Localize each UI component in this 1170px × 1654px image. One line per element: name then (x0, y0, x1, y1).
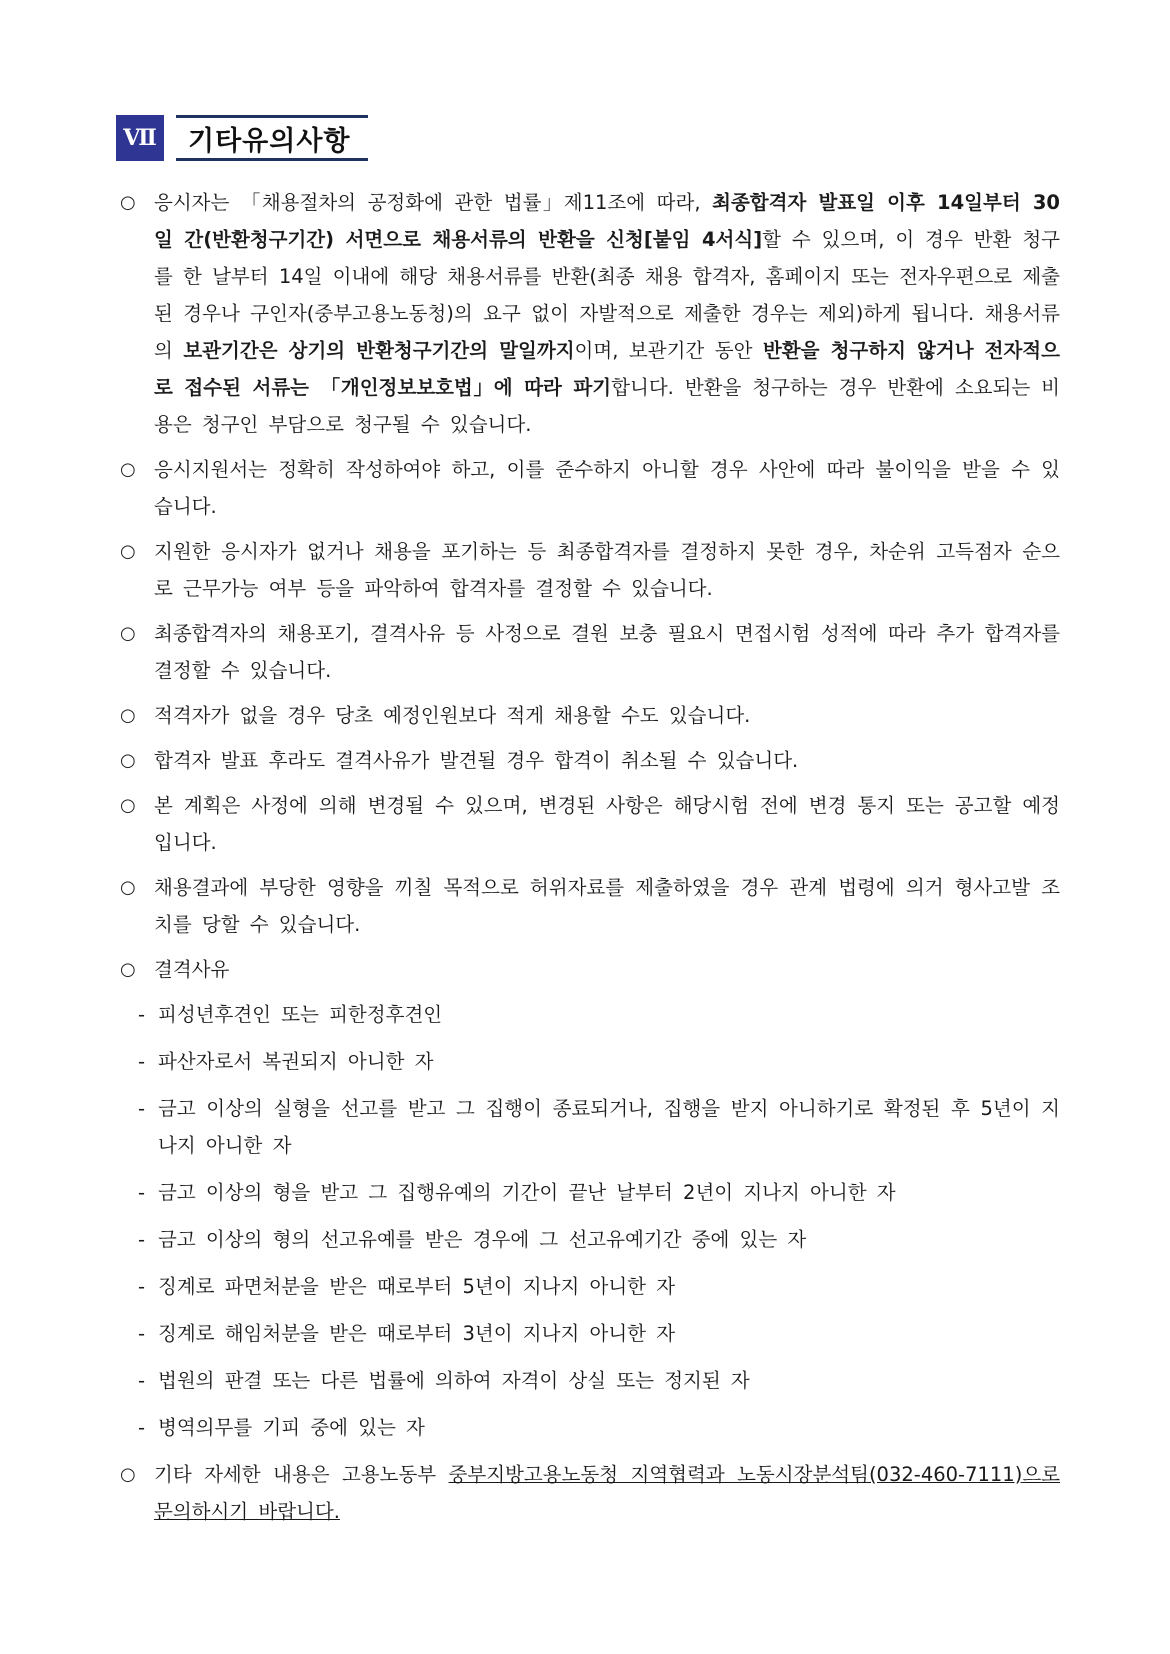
notice-item (120, 951, 1060, 988)
disqualification-item: - 징계로 해임처분을 받은 때로부터 3년이 지나지 아니한 자 (120, 1315, 1060, 1352)
dash-bullet-icon: - (138, 1416, 146, 1439)
notice-text: 최종합격자의 채용포기, 결격사유 등 사정으로 결원 보충 필요시 면접시험 성적에 따라 추가 합격자를 결정할 수 있습니다. (154, 622, 1060, 682)
disqualification-item: - 병역의무를 기피 중에 있는 자 (120, 1409, 1060, 1446)
notice-text: 채용결과에 부당한 영향을 끼칠 목적으로 허위자료를 제출하였을 경우 관계 법령에 의거 형사고발 조치를 당할 수 있습니다. (154, 876, 1060, 936)
disqualification-item: - 금고 이상의 실형을 선고를 받고 그 집행이 종료되거나, 집행을 받지 아니하기로 확정된 후 5년이 지나지 아니한 자 (120, 1090, 1060, 1164)
circle-bullet-icon: ○ (120, 705, 136, 726)
disqualification-item: - 피성년후견인 또는 피한정후견인 (120, 996, 1060, 1033)
dash-bullet-icon: - (138, 1369, 146, 1392)
dash-bullet-icon: - (138, 1097, 146, 1120)
circle-bullet-icon: ○ (120, 192, 136, 213)
notice-text: 합격자 발표 후라도 결격사유가 발견될 경우 합격이 취소될 수 있습니다. (154, 749, 799, 772)
circle-bullet-icon: ○ (120, 877, 136, 898)
disqualification-item: - 파산자로서 복권되지 아니한 자 (120, 1043, 1060, 1080)
notice-text: 적격자가 없을 경우 당초 예정인원보다 적게 채용할 수도 있습니다. (154, 704, 751, 727)
notice-item (120, 697, 1060, 734)
notice-item (120, 533, 1060, 607)
section-title-box (176, 115, 368, 161)
contact-item (120, 1456, 1060, 1530)
notice-item (120, 787, 1060, 861)
section-title: 기타유의사항 (188, 125, 351, 157)
dash-bullet-icon: - (138, 1228, 146, 1251)
dash-bullet-icon: - (138, 1003, 146, 1026)
circle-bullet-icon: ○ (120, 541, 136, 562)
dash-bullet-icon: - (138, 1275, 146, 1298)
circle-bullet-icon: ○ (120, 959, 136, 980)
dash-bullet-icon: - (138, 1050, 146, 1073)
notice-text: 지원한 응시자가 없거나 채용을 포기하는 등 최종합격자를 결정하지 못한 경우, 차순위 고득점자 순으로 근무가능 여부 등을 파악하여 합격자를 결정할 수 있습니다. (154, 540, 1060, 600)
notice-item (120, 184, 1060, 443)
notice-text: 본 계획은 사정에 의해 변경될 수 있으며, 변경된 사항은 해당시험 전에 변경 통지 또는 공고할 예정입니다. (154, 794, 1060, 854)
circle-bullet-icon: ○ (120, 750, 136, 771)
contact-department: 중부지방고용노동청 지역협력과 노동시장분석팀(032-460-7111) (448, 1463, 1023, 1486)
notice-text: 응시자는 「채용절차의 공정화에 관한 법률」제11조에 따라, 최종합격자 발표일 이후 14일부터 30일 간(반환청구기간) 서면으로 채용서류의 반환을 신청[붙임 4서식]할 수 있으며, 이 경우 반환 청구를 한 날부터 14일 이내에 해당 채용서류를 반환(최종 채용 합격자, 홈페이지 또는 전자우편으로 제출된 경우나 구인자(중부고용노동청)의 요구 없이 자발적으로 제출한 경우는 제외)하게 됩니다. 채용서류의 보관기간은 상기의 반환청구기간의 말일까지이며, 보관기간 동안 반환을 청구하지 않거나 전자적으로 접수된 서류는 「개인정보보호법」에 따라 파기합니다. 반환을 청구하는 경우 반환에 소요되는 비용은 청구인 부담으로 청구될 수 있습니다. (154, 191, 1060, 436)
circle-bullet-icon: ○ (120, 623, 136, 644)
contact-text: 기타 자세한 내용은 고용노동부 중부지방고용노동청 지역협력과 노동시장분석팀(032-460-7111)으로 문의하시기 바랍니다. (154, 1463, 1060, 1523)
section-number-badge: Ⅶ (116, 115, 164, 161)
section-header (116, 115, 368, 161)
notice-item (120, 869, 1060, 943)
disqualification-item: - 금고 이상의 형을 받고 그 집행유예의 기간이 끝난 날부터 2년이 지나지 아니한 자 (120, 1174, 1060, 1211)
disqualification-item: - 금고 이상의 형의 선고유예를 받은 경우에 그 선고유예기간 중에 있는 자 (120, 1221, 1060, 1258)
disqualification-item: - 법원의 판결 또는 다른 법률에 의하여 자격이 상실 또는 정지된 자 (120, 1362, 1060, 1399)
circle-bullet-icon: ○ (120, 1464, 136, 1485)
circle-bullet-icon: ○ (120, 459, 136, 480)
notice-item (120, 742, 1060, 779)
notice-item (120, 451, 1060, 525)
disqualification-item: - 징계로 파면처분을 받은 때로부터 5년이 지나지 아니한 자 (120, 1268, 1060, 1305)
circle-bullet-icon: ○ (120, 795, 136, 816)
notice-list (120, 184, 1060, 1538)
dash-bullet-icon: - (138, 1181, 146, 1204)
notice-text: 응시지원서는 정확히 작성하여야 하고, 이를 준수하지 아니할 경우 사안에 따라 불이익을 받을 수 있습니다. (154, 458, 1060, 518)
dash-bullet-icon: - (138, 1322, 146, 1345)
notice-item (120, 615, 1060, 689)
notice-text: 결격사유 (154, 958, 230, 981)
